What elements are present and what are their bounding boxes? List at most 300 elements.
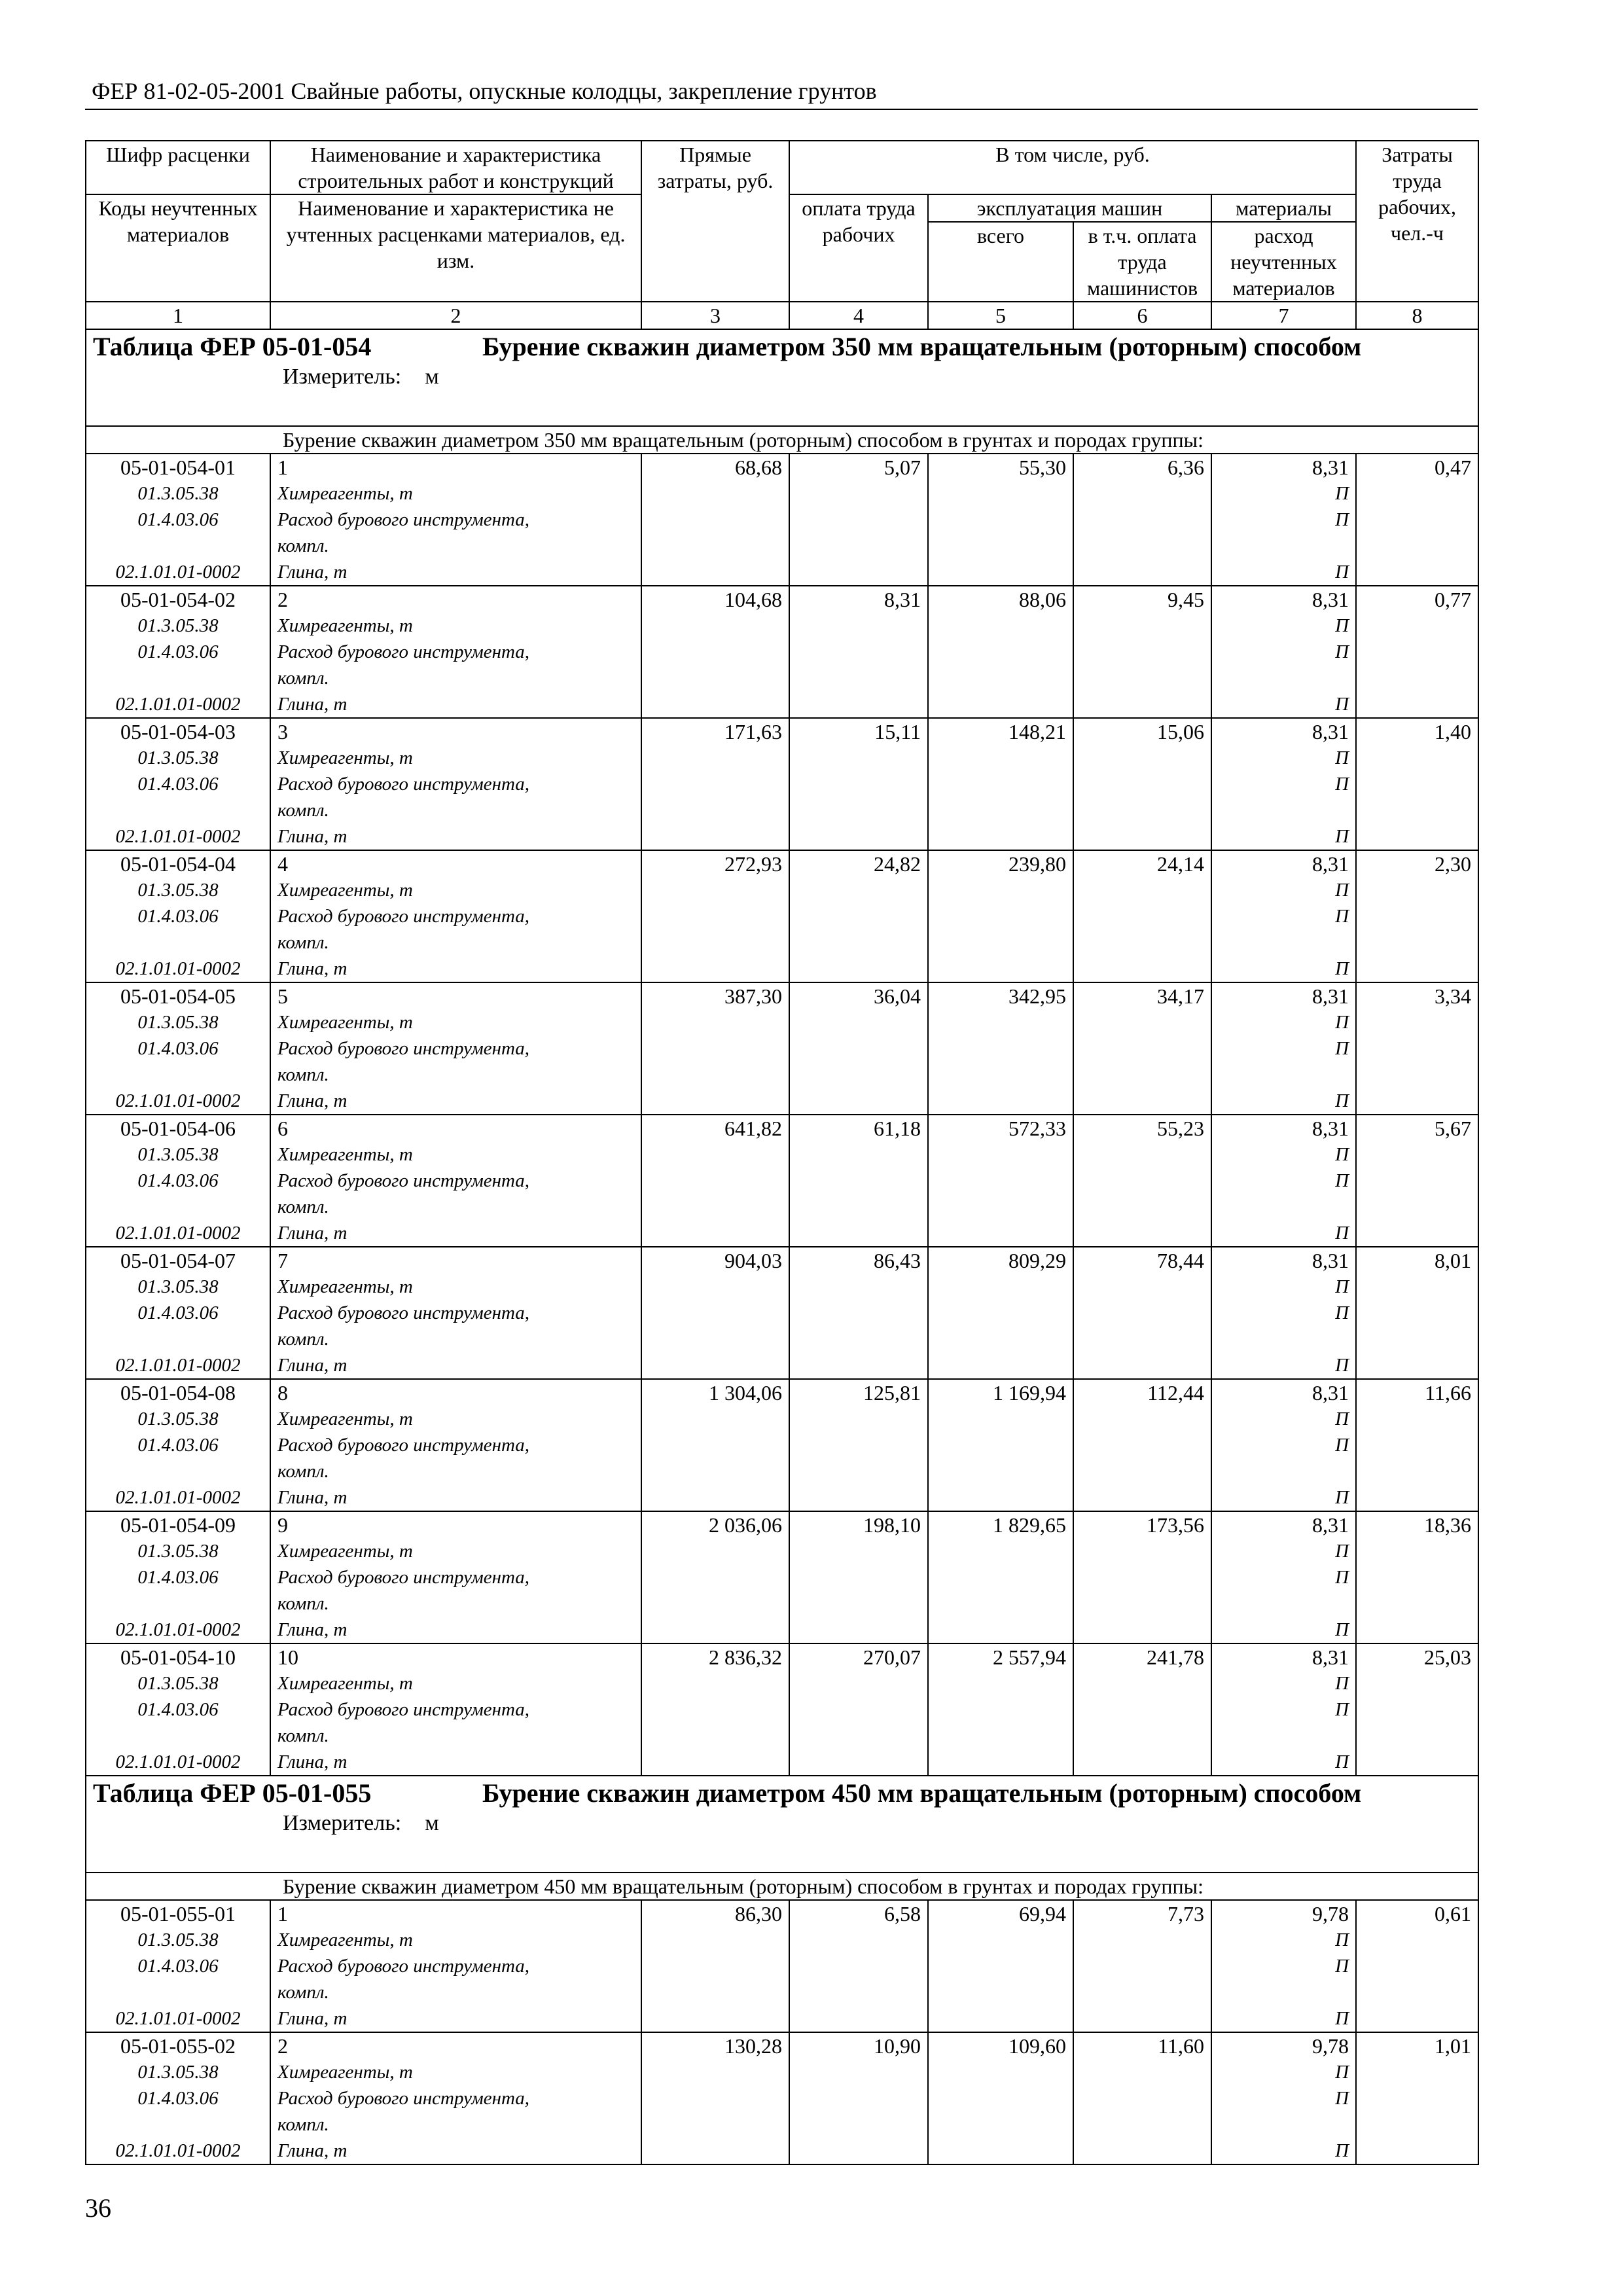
material-code: 01.4.03.06	[137, 1435, 219, 1456]
price-table	[85, 140, 1479, 2165]
material-code: 01.4.03.06	[137, 1956, 219, 1977]
measure-label: Измеритель:	[283, 365, 402, 389]
table-row	[86, 982, 1478, 1115]
machinists-value: 24,14	[1157, 852, 1204, 876]
soil-group-number: 1	[277, 456, 288, 479]
materials-cell	[1211, 454, 1356, 586]
material-code: 01.4.03.06	[137, 1170, 219, 1191]
materials-value: 8,31	[1312, 984, 1349, 1008]
machines-value: 69,94	[1019, 1902, 1066, 1926]
material-code: 01.3.05.38	[137, 1673, 219, 1694]
material-name: Расход бурового инструмента,	[277, 2088, 530, 2109]
name-cell	[270, 1115, 641, 1247]
machines-cell	[928, 982, 1073, 1115]
material-name-cont: компл.	[277, 535, 329, 556]
material-name: Химреагенты, т	[277, 1276, 413, 1297]
labor-value: 1,01	[1435, 2034, 1472, 2058]
column-number: 6	[1073, 302, 1211, 329]
material-code: 01.4.03.06	[137, 1302, 219, 1323]
name-cell	[270, 1247, 641, 1379]
material-mark: П	[1335, 1144, 1349, 1165]
material-name: Глина, т	[277, 1487, 348, 1508]
direct-cell	[641, 1379, 789, 1511]
machines-value: 572,33	[1008, 1117, 1066, 1140]
spacer	[1219, 1723, 1349, 1749]
wages-value: 61,18	[874, 1117, 921, 1140]
col-header-labor: Затраты труда рабочих, чел.-ч	[1356, 141, 1478, 302]
material-mark: П	[1335, 826, 1349, 847]
header-row-1	[86, 141, 1478, 194]
materials-cell	[1211, 982, 1356, 1115]
material-name: Глина, т	[277, 2140, 348, 2161]
spacer	[93, 1590, 263, 1617]
direct-value: 2 836,32	[709, 1645, 782, 1669]
material-name: Глина, т	[277, 1090, 348, 1111]
spacer	[93, 1458, 263, 1484]
measure-line	[93, 364, 1471, 390]
machinists-cell	[1073, 1247, 1211, 1379]
material-code: 01.4.03.06	[137, 509, 219, 530]
machinists-cell	[1073, 850, 1211, 982]
machinists-cell	[1073, 1379, 1211, 1511]
machines-cell	[928, 454, 1073, 586]
material-name: Глина, т	[277, 826, 348, 847]
material-code: 01.4.03.06	[137, 774, 219, 795]
machines-value: 342,95	[1008, 984, 1066, 1008]
materials-value: 8,31	[1312, 588, 1349, 611]
table-number: Таблица ФЕР 05-01-054	[93, 332, 372, 361]
material-mark: П	[1335, 1090, 1349, 1111]
wages-cell	[789, 454, 928, 586]
material-mark: П	[1335, 1956, 1349, 1977]
material-mark: П	[1335, 2140, 1349, 2161]
material-mark: П	[1335, 641, 1349, 662]
material-name: Глина, т	[277, 958, 348, 979]
direct-value: 104,68	[724, 588, 782, 611]
direct-value: 387,30	[724, 984, 782, 1008]
direct-value: 171,63	[724, 720, 782, 744]
spacer	[93, 533, 263, 559]
column-number: 1	[86, 302, 270, 329]
materials-cell	[1211, 2032, 1356, 2164]
rate-code: 05-01-054-09	[120, 1513, 236, 1537]
spacer	[1219, 929, 1349, 956]
col-header-machinists-wages: в т.ч. оплата труда машинистов	[1073, 222, 1211, 302]
direct-value: 68,68	[735, 456, 782, 479]
material-name: Глина, т	[277, 562, 348, 583]
group-description-cell	[86, 426, 1478, 454]
material-code: 02.1.01.01-0002	[115, 2140, 241, 2161]
materials-value: 8,31	[1312, 1249, 1349, 1272]
direct-value: 904,03	[724, 1249, 782, 1272]
table-heading-line	[93, 330, 1471, 364]
wages-value: 5,07	[884, 456, 921, 479]
machinists-cell	[1073, 2032, 1211, 2164]
material-mark: П	[1335, 1699, 1349, 1720]
material-name-cont: компл.	[277, 932, 329, 953]
column-number: 5	[928, 302, 1073, 329]
soil-group-number: 2	[277, 588, 288, 611]
spacer	[1219, 1458, 1349, 1484]
material-mark: П	[1335, 1435, 1349, 1456]
material-code: 01.4.03.06	[137, 2088, 219, 2109]
machines-cell	[928, 1115, 1073, 1247]
labor-cell	[1356, 2032, 1478, 2164]
wages-value: 8,31	[884, 588, 921, 611]
material-mark: П	[1335, 774, 1349, 795]
rate-code: 05-01-054-04	[120, 852, 236, 876]
spacer	[93, 2111, 263, 2138]
materials-value: 9,78	[1312, 2034, 1349, 2058]
material-name: Расход бурового инструмента,	[277, 1435, 530, 1456]
material-code: 02.1.01.01-0002	[115, 1090, 241, 1111]
name-cell	[270, 1511, 641, 1643]
table-heading-line	[93, 1776, 1471, 1810]
machines-value: 1 829,65	[993, 1513, 1066, 1537]
table-body	[86, 141, 1478, 2164]
material-name: Расход бурового инструмента,	[277, 774, 530, 795]
material-mark: П	[1335, 2088, 1349, 2109]
soil-group-number: 1	[277, 1902, 288, 1926]
material-mark: П	[1335, 509, 1349, 530]
machinists-value: 78,44	[1157, 1249, 1204, 1272]
material-code: 02.1.01.01-0002	[115, 694, 241, 715]
column-number: 7	[1211, 302, 1356, 329]
wages-value: 24,82	[874, 852, 921, 876]
labor-value: 0,77	[1435, 588, 1472, 611]
material-name-cont: компл.	[277, 1196, 329, 1217]
table-row	[86, 454, 1478, 586]
spacer	[1219, 2111, 1349, 2138]
table-heading-row	[86, 329, 1478, 426]
machinists-cell	[1073, 1643, 1211, 1776]
table-row	[86, 850, 1478, 982]
name-cell	[270, 1900, 641, 2032]
material-mark: П	[1335, 1012, 1349, 1033]
table-row	[86, 2032, 1478, 2164]
material-code: 02.1.01.01-0002	[115, 1751, 241, 1772]
soil-group-number: 2	[277, 2034, 288, 2058]
material-mark: П	[1335, 906, 1349, 927]
wages-value: 15,11	[874, 720, 921, 744]
material-name-cont: компл.	[277, 1593, 329, 1614]
machines-value: 88,06	[1019, 588, 1066, 611]
code-cell	[86, 586, 270, 718]
materials-cell	[1211, 1900, 1356, 2032]
rate-code: 05-01-055-02	[120, 2034, 236, 2058]
wages-value: 6,58	[884, 1902, 921, 1926]
materials-cell	[1211, 1643, 1356, 1776]
material-name-cont: компл.	[277, 800, 329, 821]
material-code: 01.4.03.06	[137, 1567, 219, 1588]
direct-cell	[641, 1247, 789, 1379]
material-code: 02.1.01.01-0002	[115, 1223, 241, 1244]
machinists-value: 112,44	[1147, 1381, 1204, 1405]
material-name: Химреагенты, т	[277, 483, 413, 504]
material-name: Химреагенты, т	[277, 1144, 413, 1165]
spacer	[93, 1723, 263, 1749]
direct-cell	[641, 718, 789, 850]
spacer	[1219, 665, 1349, 691]
material-mark: П	[1335, 1929, 1349, 1950]
material-code: 01.3.05.38	[137, 483, 219, 504]
measure-value: м	[425, 1811, 439, 1835]
spacer	[93, 1979, 263, 2005]
table-heading-cell	[86, 1776, 1478, 1873]
direct-value: 130,28	[724, 2034, 782, 2058]
material-mark: П	[1335, 1170, 1349, 1191]
material-mark: П	[1335, 1619, 1349, 1640]
wages-cell	[789, 718, 928, 850]
soil-group-number: 9	[277, 1513, 288, 1537]
labor-value: 8,01	[1435, 1249, 1472, 1272]
direct-cell	[641, 586, 789, 718]
direct-cell	[641, 1511, 789, 1643]
machines-cell	[928, 1900, 1073, 2032]
code-cell	[86, 982, 270, 1115]
material-mark: П	[1335, 1673, 1349, 1694]
machines-value: 109,60	[1008, 2034, 1066, 2058]
material-code: 01.3.05.38	[137, 747, 219, 768]
material-code: 01.3.05.38	[137, 615, 219, 636]
spacer	[1219, 533, 1349, 559]
labor-cell	[1356, 982, 1478, 1115]
materials-value: 8,31	[1312, 1645, 1349, 1669]
material-mark: П	[1335, 2008, 1349, 2029]
spacer	[93, 929, 263, 956]
material-mark: П	[1335, 1276, 1349, 1297]
spacer	[1219, 1194, 1349, 1220]
col-header-materials: материалы	[1211, 194, 1356, 222]
material-code: 01.4.03.06	[137, 1699, 219, 1720]
col-header-code-bottom: Коды неучтенных материалов	[86, 194, 270, 302]
machines-cell	[928, 586, 1073, 718]
soil-group-number: 8	[277, 1381, 288, 1405]
labor-cell	[1356, 1643, 1478, 1776]
labor-cell	[1356, 718, 1478, 850]
material-name: Расход бурового инструмента,	[277, 509, 530, 530]
column-number: 4	[789, 302, 928, 329]
rate-code: 05-01-054-10	[120, 1645, 236, 1669]
table-row	[86, 1511, 1478, 1643]
material-code: 02.1.01.01-0002	[115, 958, 241, 979]
machinists-cell	[1073, 1115, 1211, 1247]
wages-cell	[789, 2032, 928, 2164]
material-code: 02.1.01.01-0002	[115, 826, 241, 847]
spacer	[1219, 1590, 1349, 1617]
direct-cell	[641, 850, 789, 982]
spacer	[1219, 797, 1349, 823]
machines-cell	[928, 1511, 1073, 1643]
wages-cell	[789, 1900, 928, 2032]
code-cell	[86, 718, 270, 850]
material-name: Глина, т	[277, 2008, 348, 2029]
name-cell	[270, 1643, 641, 1776]
material-code: 01.3.05.38	[137, 880, 219, 901]
material-mark: П	[1335, 1355, 1349, 1376]
spacer	[93, 665, 263, 691]
machines-value: 2 557,94	[993, 1645, 1066, 1669]
measure-value: м	[425, 365, 439, 389]
name-cell	[270, 1379, 641, 1511]
material-name-cont: компл.	[277, 2114, 329, 2135]
material-name: Расход бурового инструмента,	[277, 1038, 530, 1059]
table-row	[86, 1379, 1478, 1511]
labor-cell	[1356, 586, 1478, 718]
material-name-cont: компл.	[277, 668, 329, 689]
spacer	[93, 1326, 263, 1352]
material-code: 02.1.01.01-0002	[115, 2008, 241, 2029]
soil-group-number: 3	[277, 720, 288, 744]
table-row	[86, 1643, 1478, 1776]
running-head: ФЕР 81-02-05-2001 Свайные работы, опускные колодцы, закрепление грунтов	[92, 78, 877, 104]
labor-value: 0,47	[1435, 456, 1472, 479]
machines-value: 809,29	[1008, 1249, 1066, 1272]
labor-cell	[1356, 1379, 1478, 1511]
material-name: Расход бурового инструмента,	[277, 1567, 530, 1588]
material-name: Глина, т	[277, 694, 348, 715]
materials-cell	[1211, 1247, 1356, 1379]
spacer	[93, 797, 263, 823]
wages-cell	[789, 1511, 928, 1643]
materials-cell	[1211, 850, 1356, 982]
material-name: Химреагенты, т	[277, 1929, 413, 1950]
material-mark: П	[1335, 1751, 1349, 1772]
column-number: 8	[1356, 302, 1478, 329]
machinists-value: 6,36	[1168, 456, 1204, 479]
materials-value: 8,31	[1312, 1117, 1349, 1140]
col-header-name-bottom: Наименование и характеристика не учтенных расценками материалов, ед. изм.	[270, 194, 641, 302]
material-mark: П	[1335, 1302, 1349, 1323]
material-mark: П	[1335, 1408, 1349, 1429]
materials-value: 8,31	[1312, 852, 1349, 876]
material-name: Химреагенты, т	[277, 880, 413, 901]
machines-cell	[928, 850, 1073, 982]
machinists-value: 15,06	[1157, 720, 1204, 744]
group-description-cell	[86, 1873, 1478, 1900]
labor-value: 18,36	[1424, 1513, 1472, 1537]
code-cell	[86, 850, 270, 982]
material-mark: П	[1335, 483, 1349, 504]
spacer	[1219, 1326, 1349, 1352]
direct-value: 2 036,06	[709, 1513, 782, 1537]
material-code: 01.3.05.38	[137, 1408, 219, 1429]
material-code: 01.3.05.38	[137, 1144, 219, 1165]
wages-cell	[789, 982, 928, 1115]
spacer	[1219, 1979, 1349, 2005]
soil-group-number: 4	[277, 852, 288, 876]
material-mark: П	[1335, 880, 1349, 901]
direct-cell	[641, 2032, 789, 2164]
material-name: Расход бурового инструмента,	[277, 1170, 530, 1191]
material-code: 01.4.03.06	[137, 906, 219, 927]
materials-cell	[1211, 718, 1356, 850]
material-name: Расход бурового инструмента,	[277, 1302, 530, 1323]
name-cell	[270, 718, 641, 850]
materials-value: 8,31	[1312, 1513, 1349, 1537]
material-mark: П	[1335, 1487, 1349, 1508]
material-name: Расход бурового инструмента,	[277, 1699, 530, 1720]
material-mark: П	[1335, 2062, 1349, 2083]
col-header-direct: Прямые затраты, руб.	[641, 141, 789, 302]
spacer	[93, 1062, 263, 1088]
machinists-cell	[1073, 1511, 1211, 1643]
name-cell	[270, 586, 641, 718]
material-name-cont: компл.	[277, 1329, 329, 1350]
labor-cell	[1356, 454, 1478, 586]
material-mark: П	[1335, 958, 1349, 979]
material-code: 01.3.05.38	[137, 1276, 219, 1297]
rate-code: 05-01-054-02	[120, 588, 236, 611]
materials-value: 8,31	[1312, 720, 1349, 744]
material-mark: П	[1335, 747, 1349, 768]
code-cell	[86, 1900, 270, 2032]
col-header-materials-sub: расход неучтенных материалов	[1211, 222, 1356, 302]
materials-cell	[1211, 1115, 1356, 1247]
spacer	[93, 1194, 263, 1220]
material-code: 01.4.03.06	[137, 1038, 219, 1059]
table-row	[86, 718, 1478, 850]
rate-code: 05-01-054-07	[120, 1249, 236, 1272]
material-code: 01.3.05.38	[137, 2062, 219, 2083]
materials-cell	[1211, 1379, 1356, 1511]
col-header-machines-total: всего	[928, 222, 1073, 302]
material-name: Расход бурового инструмента,	[277, 906, 530, 927]
direct-value: 86,30	[735, 1902, 782, 1926]
table-row	[86, 1247, 1478, 1379]
direct-cell	[641, 1115, 789, 1247]
material-code: 01.4.03.06	[137, 641, 219, 662]
measure-line	[93, 1810, 1471, 1837]
material-name: Химреагенты, т	[277, 747, 413, 768]
machines-cell	[928, 1379, 1073, 1511]
material-mark: П	[1335, 615, 1349, 636]
col-header-including: В том числе, руб.	[789, 141, 1356, 194]
col-header-name: Наименование и характеристика строительных работ и конструкций	[270, 141, 641, 194]
machinists-cell	[1073, 982, 1211, 1115]
labor-value: 5,67	[1435, 1117, 1472, 1140]
soil-group-number: 7	[277, 1249, 288, 1272]
material-mark: П	[1335, 694, 1349, 715]
labor-cell	[1356, 850, 1478, 982]
labor-value: 25,03	[1424, 1645, 1472, 1669]
wages-value: 86,43	[874, 1249, 921, 1272]
col-header-machines: эксплуатация машин	[928, 194, 1211, 222]
material-mark: П	[1335, 1038, 1349, 1059]
table-title: Бурение скважин диаметром 350 мм вращательным (роторным) способом	[482, 332, 1362, 361]
wages-value: 10,90	[874, 2034, 921, 2058]
machinists-value: 7,73	[1168, 1902, 1204, 1926]
table-heading-cell	[86, 329, 1478, 426]
group-description: Бурение скважин диаметром 450 мм вращательным (роторным) способом в грунтах и породах группы:	[283, 1874, 1204, 1898]
wages-value: 198,10	[863, 1513, 921, 1537]
labor-cell	[1356, 1900, 1478, 2032]
labor-value: 1,40	[1435, 720, 1472, 744]
wages-cell	[789, 1247, 928, 1379]
machines-cell	[928, 1643, 1073, 1776]
column-numbers-row	[86, 302, 1478, 329]
wages-value: 270,07	[863, 1645, 921, 1669]
labor-value: 3,34	[1435, 984, 1472, 1008]
material-code: 01.3.05.38	[137, 1929, 219, 1950]
rate-code: 05-01-054-03	[120, 720, 236, 744]
material-name-cont: компл.	[277, 1461, 329, 1482]
table-title: Бурение скважин диаметром 450 мм вращательным (роторным) способом	[482, 1778, 1362, 1808]
direct-value: 1 304,06	[709, 1381, 782, 1405]
table-row	[86, 1900, 1478, 2032]
code-cell	[86, 1511, 270, 1643]
name-cell	[270, 2032, 641, 2164]
